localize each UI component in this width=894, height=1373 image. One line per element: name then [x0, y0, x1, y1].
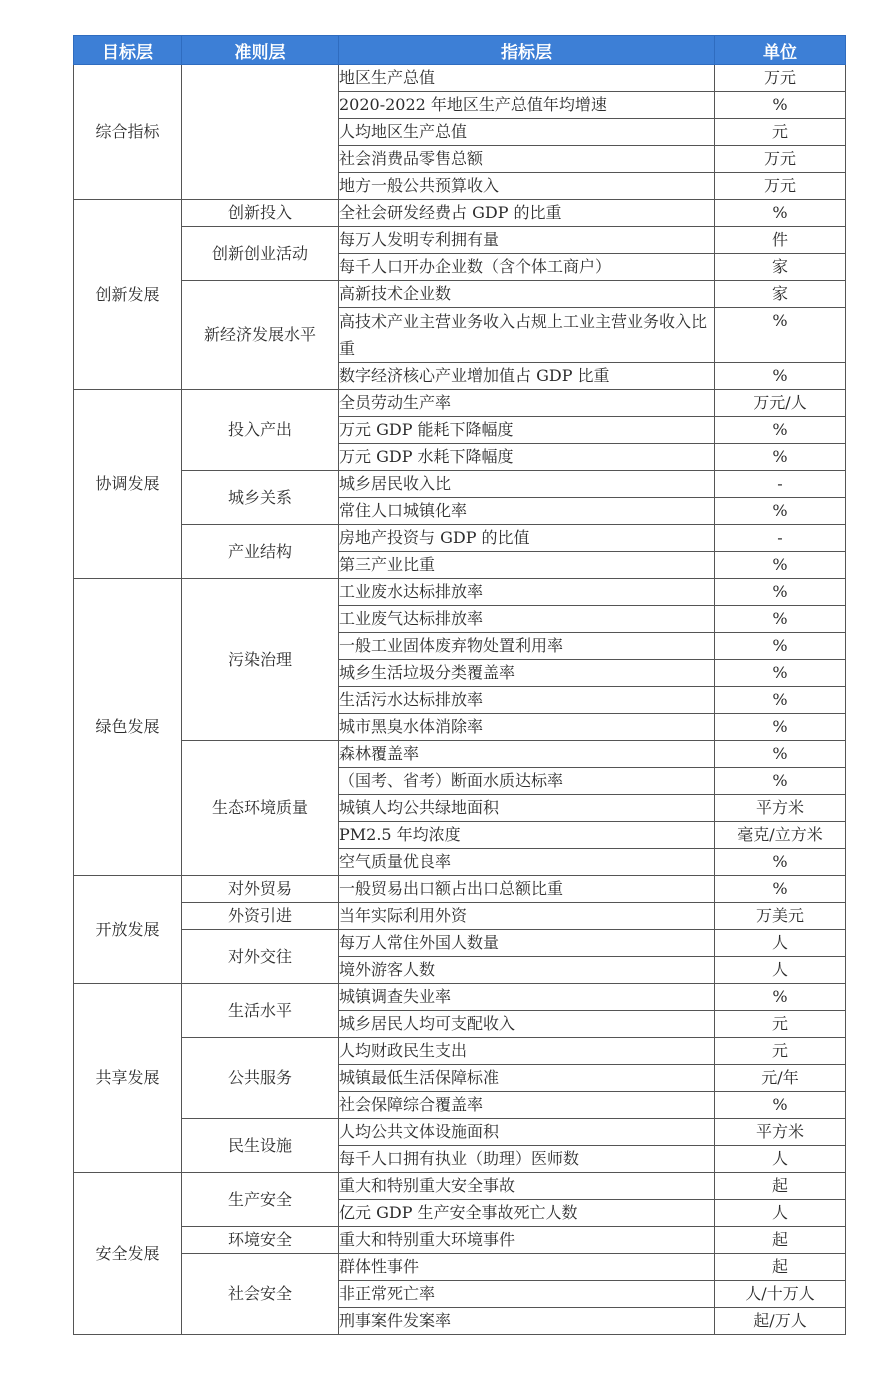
criteria-cell: 对外交往	[182, 930, 339, 984]
unit-cell: %	[715, 768, 846, 795]
indicator-cell: 社会保障综合覆盖率	[339, 1092, 715, 1119]
unit-cell: %	[715, 633, 846, 660]
unit-cell: 起	[715, 1173, 846, 1200]
header-criteria-layer: 准则层	[182, 36, 339, 65]
indicator-cell: 高新技术企业数	[339, 281, 715, 308]
goal-cell: 共享发展	[74, 984, 182, 1173]
indicator-cell: 城镇调查失业率	[339, 984, 715, 1011]
unit-cell: 元/年	[715, 1065, 846, 1092]
unit-cell: %	[715, 92, 846, 119]
unit-cell: %	[715, 308, 846, 363]
goal-cell: 综合指标	[74, 65, 182, 200]
criteria-cell: 对外贸易	[182, 876, 339, 903]
indicator-cell: 数字经济核心产业增加值占 GDP 比重	[339, 363, 715, 390]
indicator-cell: 当年实际利用外资	[339, 903, 715, 930]
indicator-cell: 每万人发明专利拥有量	[339, 227, 715, 254]
indicator-cell: 森林覆盖率	[339, 741, 715, 768]
unit-cell: 万元	[715, 146, 846, 173]
criteria-cell: 创新创业活动	[182, 227, 339, 281]
indicator-cell: 房地产投资与 GDP 的比值	[339, 525, 715, 552]
table-row	[74, 1119, 846, 1146]
table-row	[74, 471, 846, 498]
unit-cell: %	[715, 876, 846, 903]
indicator-cell: 非正常死亡率	[339, 1281, 715, 1308]
unit-cell: -	[715, 525, 846, 552]
unit-cell: %	[715, 417, 846, 444]
criteria-cell: 民生设施	[182, 1119, 339, 1173]
criteria-cell: 生态环境质量	[182, 741, 339, 876]
indicator-cell: 人均公共文体设施面积	[339, 1119, 715, 1146]
indicator-cell: 城乡居民人均可支配收入	[339, 1011, 715, 1038]
indicator-cell: 全社会研发经费占 GDP 的比重	[339, 200, 715, 227]
unit-cell: %	[715, 606, 846, 633]
unit-cell: 毫克/立方米	[715, 822, 846, 849]
criteria-cell: 环境安全	[182, 1227, 339, 1254]
unit-cell: 平方米	[715, 795, 846, 822]
goal-cell: 协调发展	[74, 390, 182, 579]
unit-cell: 人	[715, 957, 846, 984]
unit-cell: 人	[715, 1146, 846, 1173]
goal-cell: 开放发展	[74, 876, 182, 984]
indicator-cell: 重大和特别重大环境事件	[339, 1227, 715, 1254]
goal-cell: 创新发展	[74, 200, 182, 390]
indicator-cell: 城乡生活垃圾分类覆盖率	[339, 660, 715, 687]
indicator-cell: 每万人常住外国人数量	[339, 930, 715, 957]
criteria-cell: 污染治理	[182, 579, 339, 741]
table-row	[74, 876, 846, 903]
table-row	[74, 65, 846, 92]
criteria-cell: 生活水平	[182, 984, 339, 1038]
header-goal-layer: 目标层	[74, 36, 182, 65]
criteria-cell: 创新投入	[182, 200, 339, 227]
unit-cell: 万美元	[715, 903, 846, 930]
indicator-cell: 城镇人均公共绿地面积	[339, 795, 715, 822]
indicator-cell: 地方一般公共预算收入	[339, 173, 715, 200]
indicator-cell: 刑事案件发案率	[339, 1308, 715, 1335]
indicator-cell: 群体性事件	[339, 1254, 715, 1281]
indicator-cell: 一般工业固体废弃物处置利用率	[339, 633, 715, 660]
indicator-cell: 亿元 GDP 生产安全事故死亡人数	[339, 1200, 715, 1227]
indicator-cell: 人均地区生产总值	[339, 119, 715, 146]
indicator-cell: 人均财政民生支出	[339, 1038, 715, 1065]
criteria-cell: 产业结构	[182, 525, 339, 579]
indicator-cell: 城乡居民收入比	[339, 471, 715, 498]
table-row	[74, 741, 846, 768]
table-row	[74, 525, 846, 552]
indicator-cell: 一般贸易出口额占出口总额比重	[339, 876, 715, 903]
indicator-cell: PM2.5 年均浓度	[339, 822, 715, 849]
criteria-cell: 生产安全	[182, 1173, 339, 1227]
unit-cell: %	[715, 579, 846, 606]
unit-cell: 万元	[715, 65, 846, 92]
unit-cell: 家	[715, 254, 846, 281]
indicator-cell: 高技术产业主营业务收入占规上工业主营业务收入比重	[339, 308, 715, 363]
table-row	[74, 579, 846, 606]
unit-cell: 起	[715, 1227, 846, 1254]
indicator-cell: 重大和特别重大安全事故	[339, 1173, 715, 1200]
unit-cell: 平方米	[715, 1119, 846, 1146]
table-row	[74, 227, 846, 254]
table-row	[74, 1254, 846, 1281]
criteria-cell	[182, 65, 339, 200]
table-row	[74, 903, 846, 930]
indicator-cell: 生活污水达标排放率	[339, 687, 715, 714]
table-header-row	[74, 36, 846, 65]
unit-cell: %	[715, 444, 846, 471]
unit-cell: 元	[715, 1038, 846, 1065]
unit-cell: 万元/人	[715, 390, 846, 417]
goal-cell: 绿色发展	[74, 579, 182, 876]
table-row	[74, 1173, 846, 1200]
unit-cell: 家	[715, 281, 846, 308]
table-row	[74, 930, 846, 957]
criteria-cell: 新经济发展水平	[182, 281, 339, 390]
indicator-cell: （国考、省考）断面水质达标率	[339, 768, 715, 795]
indicator-cell: 社会消费品零售总额	[339, 146, 715, 173]
unit-cell: 件	[715, 227, 846, 254]
unit-cell: %	[715, 741, 846, 768]
criteria-cell: 社会安全	[182, 1254, 339, 1335]
indicator-cell: 万元 GDP 能耗下降幅度	[339, 417, 715, 444]
unit-cell: %	[715, 200, 846, 227]
unit-cell: %	[715, 849, 846, 876]
table-row	[74, 281, 846, 308]
unit-cell: -	[715, 471, 846, 498]
unit-cell: %	[715, 660, 846, 687]
indicator-cell: 地区生产总值	[339, 65, 715, 92]
indicator-system-table	[73, 35, 846, 1335]
unit-cell: %	[715, 1092, 846, 1119]
unit-cell: %	[715, 552, 846, 579]
unit-cell: 元	[715, 1011, 846, 1038]
header-indicator-layer: 指标层	[339, 36, 715, 65]
indicator-cell: 全员劳动生产率	[339, 390, 715, 417]
unit-cell: 起	[715, 1254, 846, 1281]
indicator-cell: 每千人口开办企业数（含个体工商户）	[339, 254, 715, 281]
unit-cell: %	[715, 984, 846, 1011]
unit-cell: %	[715, 363, 846, 390]
goal-cell: 安全发展	[74, 1173, 182, 1335]
indicator-cell: 第三产业比重	[339, 552, 715, 579]
header-unit: 单位	[715, 36, 846, 65]
unit-cell: 万元	[715, 173, 846, 200]
table-row	[74, 1227, 846, 1254]
criteria-cell: 外资引进	[182, 903, 339, 930]
indicator-cell: 工业废水达标排放率	[339, 579, 715, 606]
unit-cell: 人/十万人	[715, 1281, 846, 1308]
criteria-cell: 公共服务	[182, 1038, 339, 1119]
unit-cell: 元	[715, 119, 846, 146]
unit-cell: %	[715, 498, 846, 525]
table-row	[74, 390, 846, 417]
unit-cell: 人	[715, 930, 846, 957]
table-row	[74, 984, 846, 1011]
table-row	[74, 200, 846, 227]
indicator-cell: 2020-2022 年地区生产总值年均增速	[339, 92, 715, 119]
indicator-cell: 万元 GDP 水耗下降幅度	[339, 444, 715, 471]
criteria-cell: 城乡关系	[182, 471, 339, 525]
unit-cell: %	[715, 714, 846, 741]
table-row	[74, 1038, 846, 1065]
indicator-cell: 工业废气达标排放率	[339, 606, 715, 633]
indicator-cell: 城市黑臭水体消除率	[339, 714, 715, 741]
indicator-cell: 境外游客人数	[339, 957, 715, 984]
unit-cell: 人	[715, 1200, 846, 1227]
indicator-cell: 城镇最低生活保障标准	[339, 1065, 715, 1092]
unit-cell: %	[715, 687, 846, 714]
indicator-cell: 每千人口拥有执业（助理）医师数	[339, 1146, 715, 1173]
criteria-cell: 投入产出	[182, 390, 339, 471]
indicator-cell: 常住人口城镇化率	[339, 498, 715, 525]
unit-cell: 起/万人	[715, 1308, 846, 1335]
indicator-cell: 空气质量优良率	[339, 849, 715, 876]
